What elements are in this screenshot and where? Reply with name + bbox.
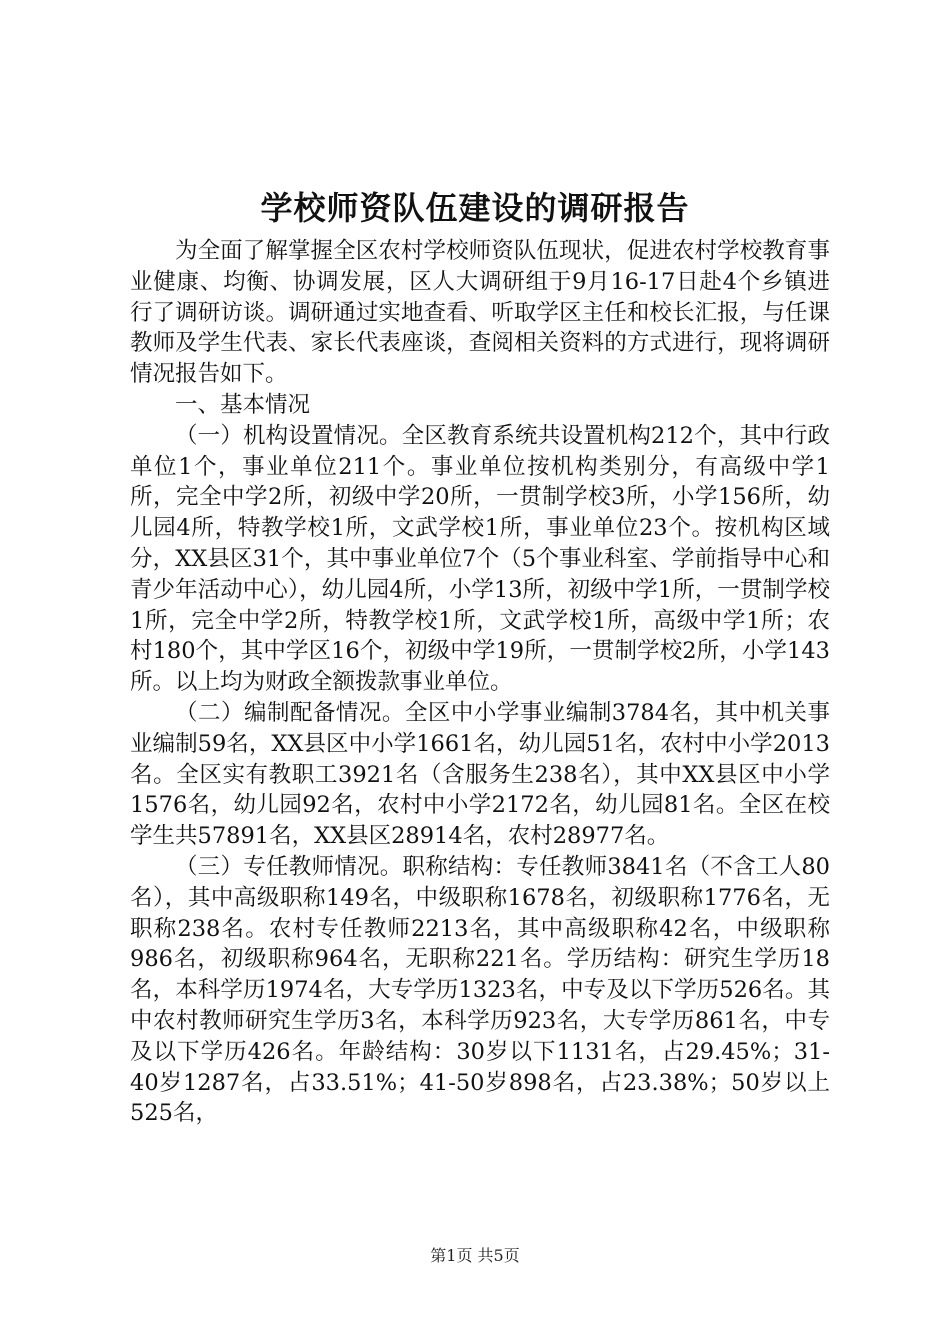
section-heading-basic: 一、基本情况 [175, 391, 311, 418]
document-title: 学校师资队伍建设的调研报告 [260, 189, 690, 227]
document-body [130, 236, 830, 1129]
page-number-footer: 第1页 共5页 [430, 1246, 520, 1265]
paragraph-institutions: （一）机构设置情况。全区教育系统共设置机构212个，其中行政单位1个，事业单位211个。事业单位按机构类别分，有高级中学1所，完全中学2所，初级中学20所，一贯制学校3所，小学156所，幼儿园4所，特教学校1所，文武学校1所，事业单位23个。按机构区域分，XX县区31个，其中事业单位7个（5个事业科室、学前指导中心和青少年活动中心），幼儿园4所，小学13所，初级中学1所，一贯制学校1所，完全中学2所，特教学校1所，文武学校1所，高级中学1所；农村180个，其中学区16个，初级中学19所，一贯制学校2所，小学143所。以上均为财政全额拨款事业单位。 [130, 422, 830, 696]
paragraph-staffing: （二）编制配备情况。全区中小学事业编制3784名，其中机关事业编制59名，XX县区中小学1661名，幼儿园51名，农村中小学2013名。全区实有教职工3921名（含服务生238名），其中XX县区中小学1576名，幼儿园92名，农村中小学2172名，幼儿园81名。全区在校学生共57891名，XX县区28914名，农村28977名。 [130, 699, 830, 850]
intro-paragraph: 为全面了解掌握全区农村学校师资队伍现状，促进农村学校教育事业健康、均衡、协调发展，区人大调研组于9月16-17日赴4个乡镇进行了调研访谈。调研通过实地查看、听取学区主任和校长汇报，与任课教师及学生代表、家长代表座谈，查阅相关资料的方式进行，现将调研情况报告如下。 [130, 238, 830, 388]
paragraph-teachers: （三）专任教师情况。职称结构：专任教师3841名（不含工人80名），其中高级职称149名，中级职称1678名，初级职称1776名，无职称238名。农村专任教师2213名，其中高级职称42名，中级职称986名，初级职称964名，无职称221名。学历结构：研究生学历18名，本科学历1974名，大专学历1323名，中专及以下学历526名。其中农村教师研究生学历3名，本科学历923名，大专学历861名，中专及以下学历426名。年龄结构：30岁以下1131名，占29.45%；31-40岁1287名，占33.51%；41-50岁898名，占23.38%；50岁以上525名， [130, 853, 830, 1127]
